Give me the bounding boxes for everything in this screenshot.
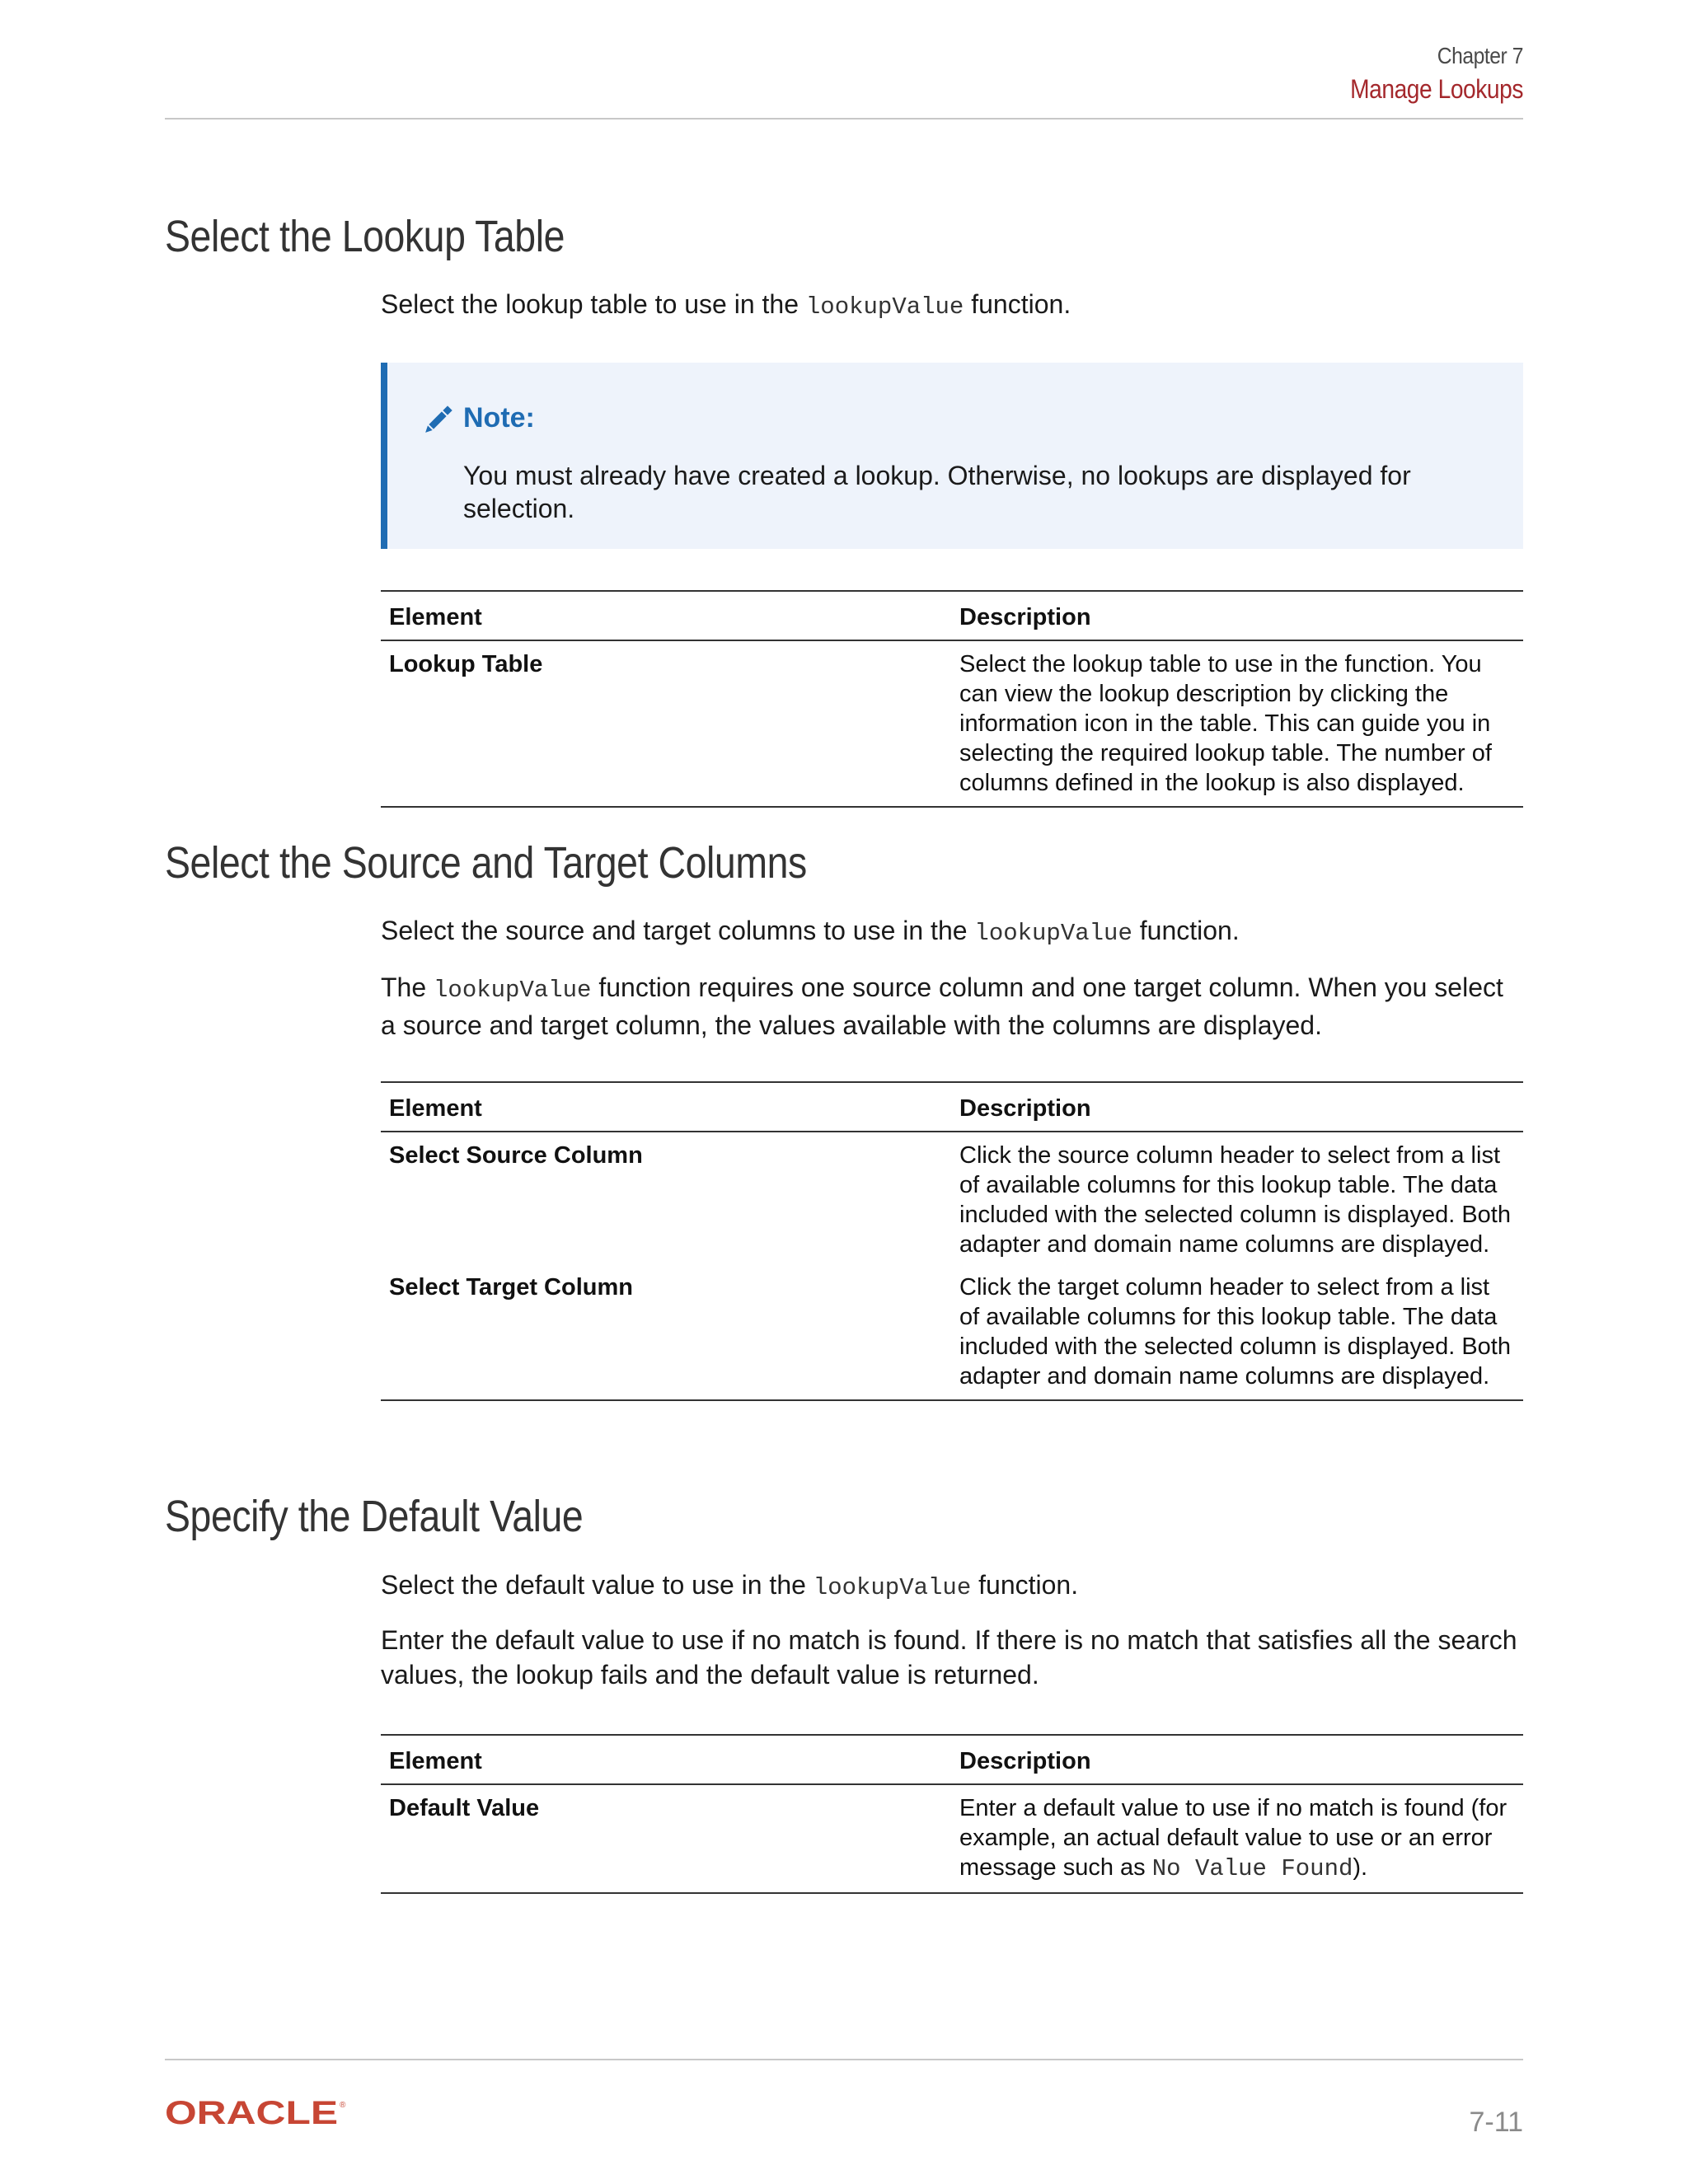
element-table (381, 590, 1523, 808)
paragraph (381, 287, 1518, 325)
element-cell: Select Source Column (389, 1142, 643, 1169)
paragraph-text: function. (964, 289, 1071, 319)
pencil-icon (419, 401, 457, 439)
oracle-logo (165, 2097, 348, 2127)
description-cell: Click the source column header to select from a list of available columns for this lookup table. The data included with the selected column is displayed. Both adapter and domain name columns are displayed. (959, 1142, 1511, 1258)
table-header-row (381, 1735, 1523, 1784)
page-header (165, 41, 1523, 120)
element-cell: Select Target Column (381, 1264, 951, 1400)
description-cell: Click the target column header to select from a list of available columns for this lookup table. The data included with the selected column is displayed. Both adapter and domain name columns are displayed. (951, 1264, 1523, 1400)
column-header: Description (951, 1735, 1523, 1784)
column-header: Element (381, 591, 951, 640)
description-cell: Select the lookup table to use in the function. You can view the lookup description by clicking the information icon in the table. This can guide you in selecting the required lookup table. The number of columns defined in the lookup is also displayed. (951, 640, 1523, 807)
paragraph-text: function. (1132, 916, 1240, 945)
element-table (381, 1734, 1523, 1894)
paragraph (381, 1623, 1518, 1692)
description-text: Enter a default value to use if no match is found (for example, an actual default value to use or an error message such as (959, 1795, 1507, 1881)
note-title: Note: (463, 402, 535, 434)
page-footer (165, 2059, 1523, 2060)
paragraph-text: function. (971, 1570, 1079, 1600)
element-cell: Lookup Table (381, 640, 951, 807)
inline-code: lookupValue (813, 1574, 972, 1601)
paragraph-text: The (381, 972, 434, 1002)
table-row (381, 1132, 1523, 1264)
logo-text: ORACLE (165, 2097, 338, 2127)
description-cell (951, 1784, 1523, 1893)
element-cell: Default Value (381, 1784, 951, 1893)
section-heading: Select the Source and Target Columns (165, 838, 807, 888)
note-body: You must already have created a lookup. Otherwise, no lookups are displayed for selection. (463, 461, 1411, 523)
page-number: 7-11 (1469, 2107, 1523, 2138)
inline-code: No Value Found (1151, 1855, 1353, 1882)
paragraph-text: Select the default value to use in the (381, 1570, 814, 1600)
inline-code: lookupValue (974, 920, 1132, 947)
section-heading: Select the Lookup Table (165, 212, 565, 261)
paragraph-text: Select the lookup table to use in the (381, 289, 806, 319)
column-header: Element (381, 1735, 951, 1784)
section-heading: Specify the Default Value (165, 1492, 584, 1541)
paragraph-text: Enter the default value to use if no match is found. If there is no match that satisfies all the search values, the lookup fails and the default value is returned. (381, 1625, 1517, 1690)
element-table (381, 1081, 1523, 1401)
column-header: Description (951, 1082, 1523, 1132)
inline-code: lookupValue (434, 977, 592, 1004)
table-header-row (381, 591, 1523, 640)
table-row (381, 640, 1523, 807)
paragraph (381, 1568, 1518, 1605)
table-row (381, 1264, 1523, 1400)
column-header: Description (951, 591, 1523, 640)
svg-text:®: ® (340, 2101, 346, 2110)
table-row (381, 1784, 1523, 1893)
note-box (381, 363, 1523, 549)
paragraph (381, 970, 1518, 1043)
inline-code: lookupValue (805, 293, 964, 321)
table-header-row (381, 1082, 1523, 1132)
paragraph (381, 913, 1518, 951)
description-text: ). (1353, 1854, 1368, 1881)
chapter-title: Manage Lookups (1350, 74, 1523, 104)
column-header: Element (381, 1082, 951, 1132)
paragraph-text: Select the source and target columns to use in the (381, 916, 975, 945)
paragraph-text: function requires one source column and one target column. When you select a source and target column, the values available with the columns are displayed. (381, 972, 1503, 1040)
chapter-label: Chapter 7 (1437, 43, 1523, 68)
